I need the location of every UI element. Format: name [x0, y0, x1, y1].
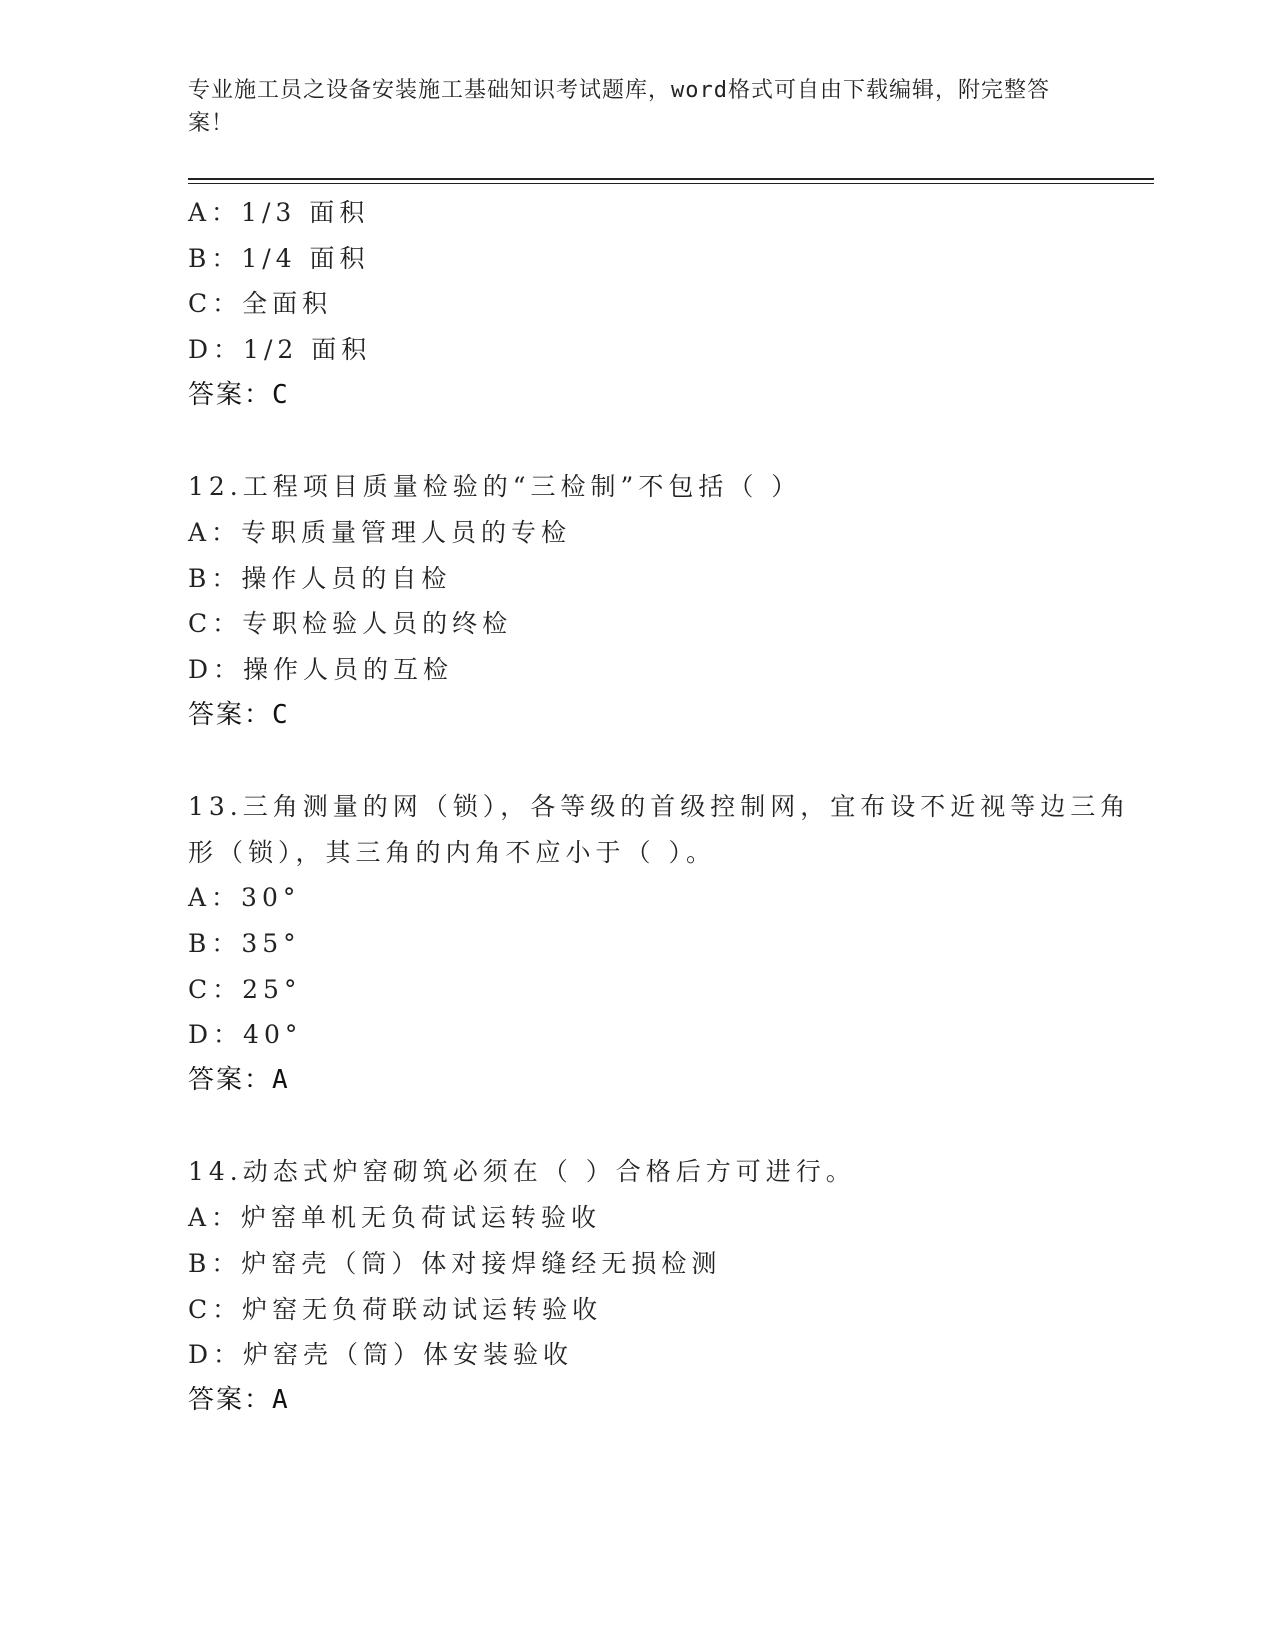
spacer	[188, 738, 1148, 784]
answer-line	[188, 373, 1148, 419]
answer-value: A	[272, 1065, 288, 1096]
question-list	[188, 190, 1148, 1424]
question-text: 14.动态式炉窑砌筑必须在（ ）合格后方可进行。	[188, 1157, 856, 1187]
option-a: A：专职质量管理人员的专检	[188, 517, 572, 547]
option-b: B：操作人员的自检	[188, 563, 452, 593]
answer-value: C	[272, 699, 288, 730]
option-a: A：1/3 面积	[188, 198, 370, 227]
question-block-13	[188, 784, 1148, 1104]
answer-line	[188, 1378, 1148, 1424]
option-b: B：1/4 面积	[188, 243, 370, 273]
answer-label: 答案：	[188, 1384, 273, 1415]
answer-line	[188, 693, 1148, 739]
spacer	[188, 1104, 1148, 1150]
option-c: C：专职检验人员的终检	[188, 609, 513, 639]
option-d: D：炉窑壳（筒）体安装验收	[188, 1340, 574, 1370]
option-c: C：全面积	[188, 289, 333, 319]
answer-value: C	[272, 379, 288, 410]
question-block-12	[188, 464, 1148, 738]
option-b: B：35°	[188, 929, 301, 959]
question-text: 12.工程项目质量检验的“三检制”不包括（ ）	[188, 472, 802, 502]
option-b: B：炉窑壳（筒）体对接焊缝经无损检测	[188, 1248, 722, 1278]
option-d: D：1/2 面积	[188, 335, 372, 365]
question-text: 13.三角测量的网（锁），各等级的首级控制网，宜布设不近视等边三角形（锁），其三角的内角不应小于（ ）。	[188, 791, 1131, 867]
answer-label: 答案：	[188, 1065, 273, 1096]
answer-line	[188, 1058, 1148, 1104]
header-rule-thick	[188, 178, 1154, 180]
answer-label: 答案：	[188, 699, 273, 730]
option-a: A：30°	[188, 883, 301, 913]
header-rule-thin	[188, 183, 1154, 184]
option-d: D：操作人员的互检	[188, 654, 454, 684]
answer-label: 答案：	[188, 379, 273, 410]
document-header: 专业施工员之设备安装施工基础知识考试题库，word格式可自由下载编辑，附完整答案！	[188, 78, 1050, 136]
option-c: C：炉窑无负荷联动试运转验收	[188, 1294, 603, 1324]
spacer	[188, 418, 1148, 464]
question-block-14	[188, 1149, 1148, 1423]
option-c: C：25°	[188, 974, 302, 1004]
answer-value: A	[272, 1384, 288, 1415]
option-d: D：40°	[188, 1020, 303, 1050]
question-block-11	[188, 190, 1148, 418]
option-a: A：炉窑单机无负荷试运转验收	[188, 1203, 602, 1233]
